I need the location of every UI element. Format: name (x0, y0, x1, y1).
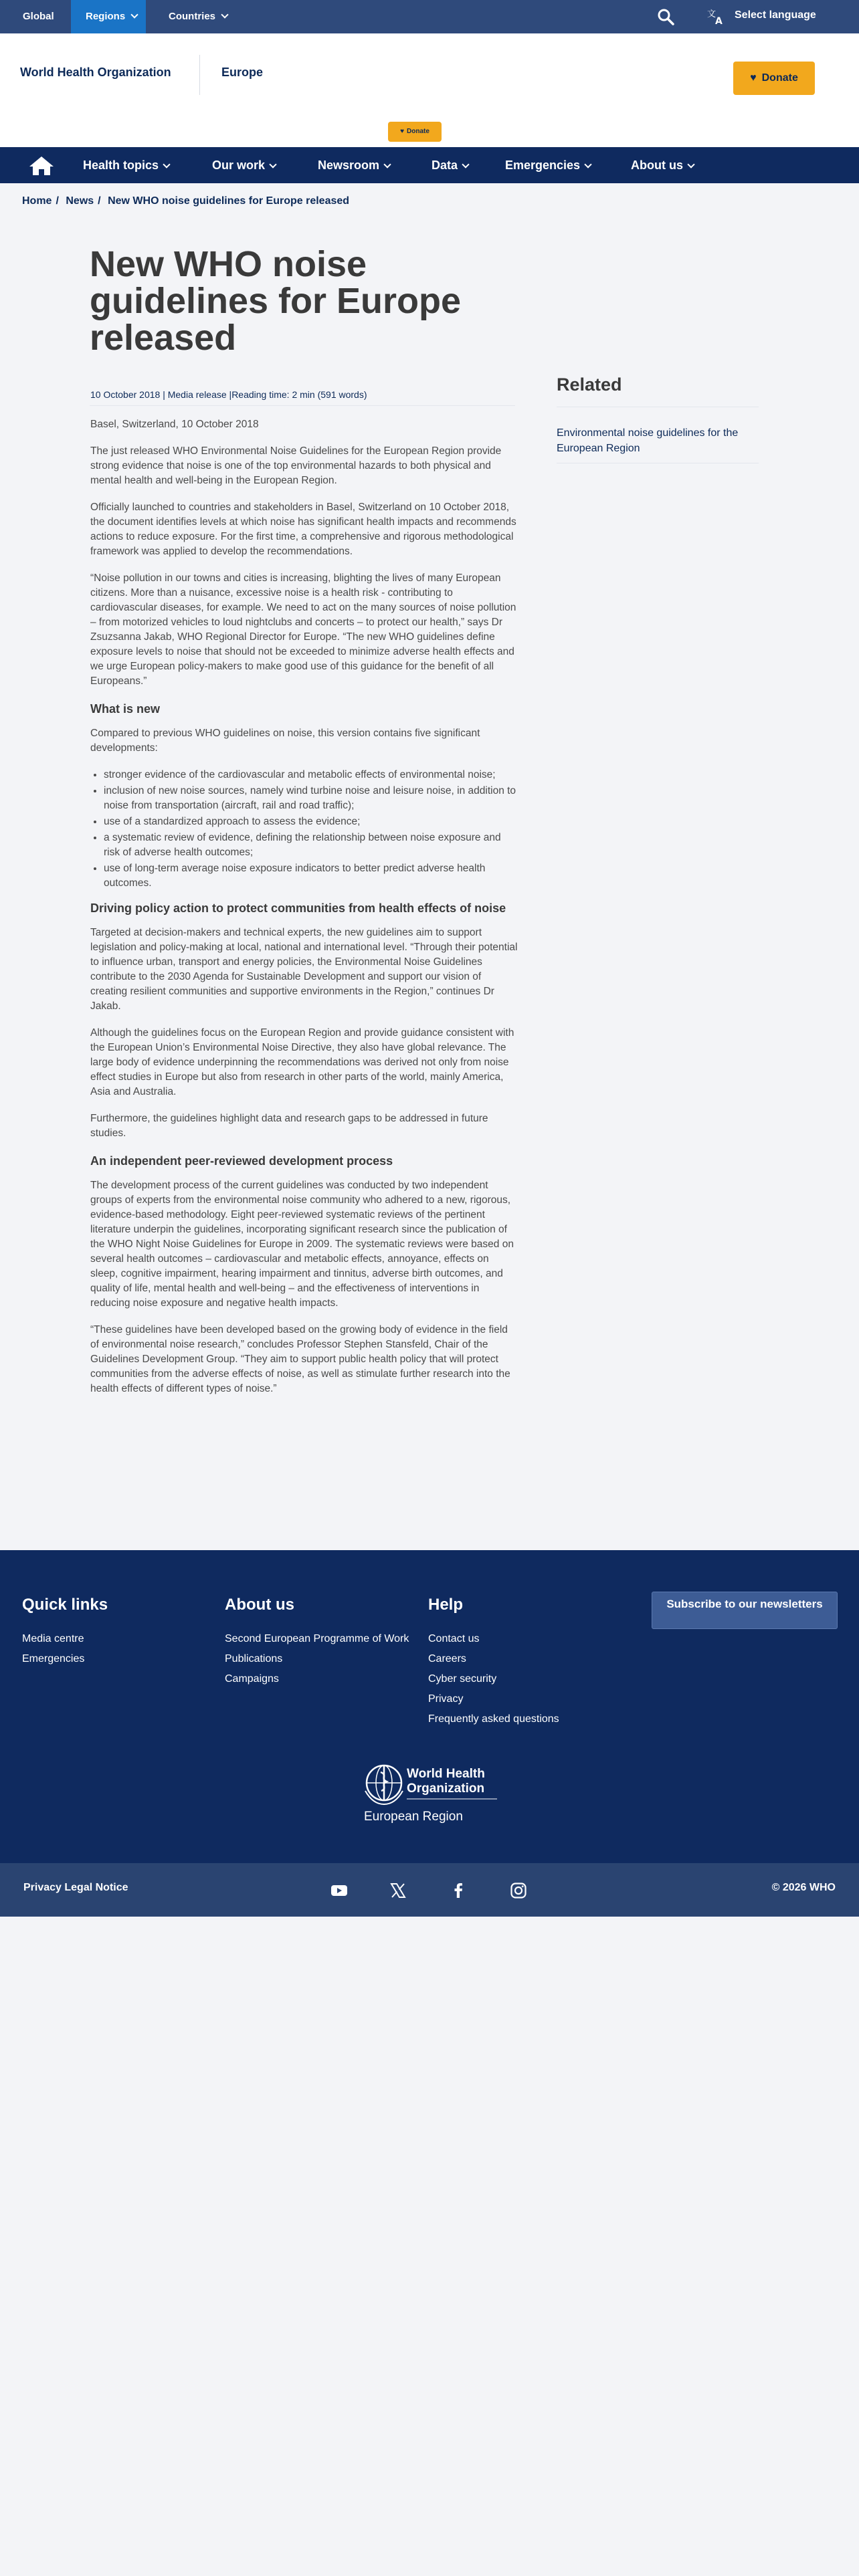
footer (0, 1550, 859, 1863)
chevron-down-icon (163, 160, 170, 168)
chevron-down-icon (131, 11, 138, 18)
list-item: • stronger evidence of the cardiovascular and metabolic effects of environmental noise; (104, 768, 518, 782)
legal-bar (0, 1863, 859, 1917)
article-type: Media release (167, 389, 227, 400)
chevron-down-icon (584, 160, 591, 168)
footer-link-campaigns[interactable]: Campaigns (225, 1673, 279, 1685)
nav-newsroom-label: Newsroom (318, 158, 380, 172)
footer-link-contact[interactable]: Contact us (428, 1633, 480, 1644)
tab-regions[interactable] (71, 0, 146, 33)
footer-link-media-centre[interactable]: Media centre (22, 1633, 84, 1644)
related-link[interactable]: Environmental noise guidelines for the European Region (557, 427, 739, 454)
footer-link-emergencies[interactable]: Emergencies (22, 1653, 85, 1665)
region-name[interactable]: Europe (221, 66, 264, 79)
section-heading-what-is-new: What is new (90, 702, 161, 716)
related-heading: Related (557, 374, 622, 395)
footer-link-careers[interactable]: Careers (428, 1653, 466, 1665)
footer-heading: Help (428, 1596, 464, 1614)
article-date: 10 October 2018 (90, 389, 161, 400)
nav-health-topics-label: Health topics (83, 158, 159, 172)
nav-data[interactable] (432, 147, 468, 183)
svg-text:World Health: World Health (407, 1767, 485, 1781)
breadcrumb-news[interactable]: News (66, 195, 94, 207)
facebook-icon[interactable] (450, 1882, 467, 1899)
paragraph: Although the guidelines focus on the European Region and provide guidance consistent with the European Union’s Environmental Noise Directive, they also have global relevance. The large body of evidence underpinning the recommendations was derived not only from noise effect studies in Europe but also from research in other parts of the world, mainly America, Asia and Australia. (90, 1027, 514, 1097)
footer-link-privacy[interactable]: Privacy (428, 1693, 464, 1705)
svg-text:European Region: European Region (364, 1810, 463, 1824)
donate-label: Donate (761, 72, 798, 84)
footer-link-publications[interactable]: Publications (225, 1653, 283, 1665)
nav-our-work[interactable] (212, 147, 276, 183)
meta-divider (90, 405, 515, 406)
donate-button[interactable] (733, 62, 815, 95)
x-twitter-icon[interactable] (389, 1882, 407, 1899)
paragraph: “These guidelines have been developed based on the growing body of evidence in the field of environmental noise research,” concludes Professor Stephen Stansfeld, Chair of the Guidelines Development Group. “They aim to support public health policy that will protect communities from the adverse effects of noise, as well as stimulate further research into the health effects of different types of noise.” (90, 1324, 510, 1394)
paragraph: The development process of the current guidelines was conducted by two independent groups of experts from the environmental noise community who adhered to a new, rigorous, evidence-based methodology. Eight peer-reviewed systematic reviews of the pertinent literature underpin the guidelines, incorporating significant research since the publication of the WHO Night Noise Guidelines for Europe in 2009. The systematic reviews were based on several health outcomes – cardiovascular and metabolic effects, annoyance, effects on sleep, cognitive impairment, hearing impairment and tinnitus, adverse birth outcomes, and quality of life, mental health and well-being – and the effectiveness of interventions in reducing noise exposure and negative health impacts. (90, 1180, 514, 1309)
footer-heading: Quick links (22, 1596, 108, 1614)
nav-emergencies-label: Emergencies (505, 158, 581, 172)
section-heading-policy: Driving policy action to protect communities from health effects of noise (90, 901, 506, 915)
nav-newsroom[interactable] (318, 147, 390, 183)
chevron-down-icon (221, 11, 228, 18)
home-icon[interactable] (28, 155, 55, 177)
chevron-down-icon (383, 160, 391, 168)
footer-link-epw[interactable]: Second European Programme of Work (225, 1633, 409, 1644)
tab-countries-label: Countries (169, 11, 216, 22)
donate-small-label: Donate (407, 128, 430, 135)
paragraph: Officially launched to countries and stakeholders in Basel, Switzerland on 10 October 2018, the document identifies levels at which noise has significant health impacts and recommends actions to reduce exposure. For the first time, a comprehensive and rigorous methodological framework was applied to develop the recommendations. (90, 502, 516, 557)
subscribe-newsletter-button[interactable]: Subscribe to our newsletters (652, 1592, 838, 1629)
tab-global[interactable]: Global (23, 11, 54, 22)
nav-emergencies[interactable] (505, 147, 591, 183)
site-header (0, 33, 859, 147)
copyright: © 2026 WHO (771, 1882, 836, 1893)
paragraph: “Noise pollution in our towns and cities is increasing, blighting the lives of many European citizens. More than a nuisance, excessive noise is a health risk - contributing to cardiovascular diseases, for example. We need to act on the many sources of noise pollution – from motorized vehicles to loud nightclubs and concerts – to protect our health,” says Dr Zsuzsanna Jakab, WHO Regional Director for Europe. “The new WHO guidelines define exposure levels to noise that should not be exceeded to minimize adverse health effects and we urge European policy-makers to make good use of this guidance for the benefit of all Europeans.” (90, 572, 516, 687)
nav-about-us[interactable] (631, 147, 694, 183)
article-body (90, 417, 518, 1408)
dateline: Basel, Switzerland, 10 October 2018 (90, 419, 259, 430)
footer-link-cyber-security[interactable]: Cyber security (428, 1673, 497, 1685)
list-item: • use of a standardized approach to assess the evidence; (104, 815, 518, 829)
chevron-down-icon (687, 160, 694, 168)
meta-separator: | (229, 389, 232, 400)
list-item: • inclusion of new noise sources, namely wind turbine noise and leisure noise, in addition to noise from transportation (aircraft, rail and road traffic); (104, 784, 518, 813)
svg-text:Organization: Organization (407, 1782, 485, 1796)
who-emblem-icon (365, 1765, 403, 1804)
youtube-icon[interactable] (330, 1882, 348, 1899)
breadcrumb (22, 195, 349, 207)
heart-icon: ♥ (400, 128, 405, 135)
paragraph: Compared to previous WHO guidelines on noise, this version contains five significant developments: (90, 728, 480, 754)
nav-about-us-label: About us (631, 158, 683, 172)
breadcrumb-home[interactable]: Home (22, 195, 52, 207)
svg-text:文: 文 (707, 9, 717, 19)
main-navigation (0, 147, 859, 183)
footer-about-us (225, 1596, 409, 1689)
paragraph: Furthermore, the guidelines highlight data and research gaps to be addressed in future studies. (90, 1113, 488, 1139)
top-utility-bar (0, 0, 859, 33)
footer-help (428, 1596, 559, 1729)
breadcrumb-separator: / (56, 195, 59, 207)
breadcrumb-current: New WHO noise guidelines for Europe released (108, 195, 350, 207)
meta-separator: | (163, 389, 165, 400)
nav-health-topics[interactable] (83, 147, 169, 183)
page-title: New WHO noise guidelines for Europe released (90, 244, 462, 358)
article-meta (90, 389, 367, 400)
developments-list (104, 768, 518, 891)
tab-countries[interactable] (169, 0, 227, 33)
heart-icon: ♥ (750, 72, 757, 84)
chevron-down-icon (462, 160, 469, 168)
footer-heading: About us (225, 1596, 294, 1614)
footer-quick-links (22, 1596, 108, 1669)
paragraph: The just released WHO Environmental Noise Guidelines for the European Region provide strong evidence that noise is one of the top environmental hazards to both physical and mental health and well-being in the European Region. (90, 445, 502, 486)
select-language[interactable]: Select language (735, 9, 816, 21)
header-divider (199, 55, 200, 95)
instagram-icon[interactable] (510, 1882, 527, 1899)
search-icon[interactable] (657, 8, 674, 25)
section-heading-peer-review: An independent peer-reviewed development process (90, 1154, 393, 1168)
list-item: • a systematic review of evidence, defining the relationship between noise exposure and risk of adverse health outcomes; (104, 831, 518, 860)
donate-small-button[interactable] (388, 122, 442, 142)
nav-our-work-label: Our work (212, 158, 266, 172)
breadcrumb-separator: / (98, 195, 101, 207)
tab-regions-label: Regions (86, 11, 126, 22)
chevron-down-icon (269, 160, 276, 168)
who-europe-logo[interactable] (360, 1763, 500, 1830)
paragraph: Targeted at decision-makers and technical experts, the new guidelines aim to support legislation and policy-making at local, national and international level. “Through their potential to influence urban, transport and energy policies, the Environmental Noise Guidelines contribute to the 2030 Agenda for Sustainable Development and support our vision of creating resilient communities and supportive environments in the Region,” continues Dr Jakab. (90, 927, 518, 1012)
list-item: • use of long-term average noise exposure indicators to better predict adverse health outcomes. (104, 861, 518, 891)
reading-time: Reading time: 2 min (591 words) (231, 389, 367, 400)
footer-link-faq[interactable]: Frequently asked questions (428, 1713, 559, 1725)
brand-name[interactable]: World Health Organization (20, 66, 171, 79)
svg-text:A: A (715, 16, 723, 26)
nav-data-label: Data (432, 158, 458, 172)
translate-icon[interactable] (706, 7, 725, 26)
privacy-legal-link[interactable]: Privacy Legal Notice (23, 1882, 128, 1893)
